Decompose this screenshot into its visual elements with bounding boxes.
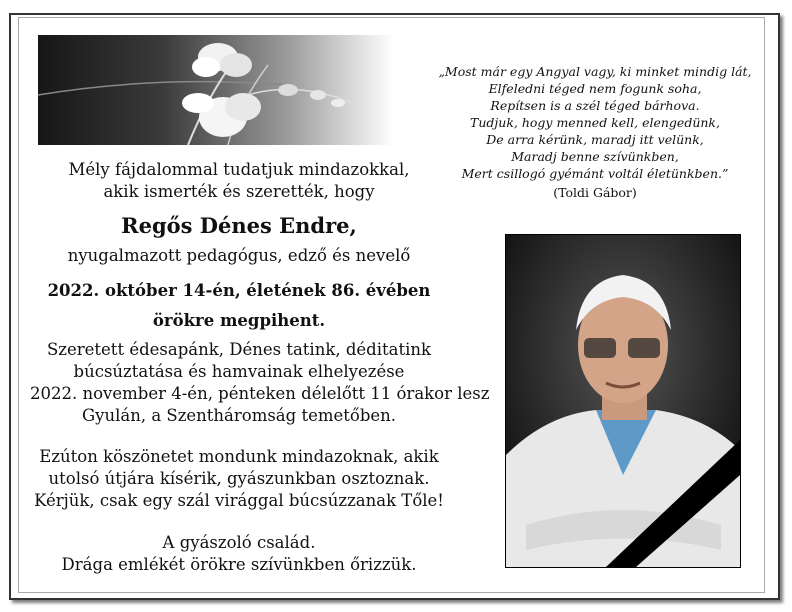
intro-line: Mély fájdalommal tudatjuk mindazokkal, [68, 160, 410, 179]
thanks-line: Ezúton köszönetet mondunk mindazoknak, akik [39, 447, 439, 466]
death-text [30, 276, 448, 336]
funeral-line: Gyulán, a Szentháromság temetőben. [81, 406, 397, 425]
poem-line: Maradj benne szívünkben, [511, 149, 679, 164]
funeral-text [30, 339, 490, 427]
thanks-line: Kérjük, csak egy szál virággal búcsúzzanak Tőle! [34, 491, 444, 510]
funeral-line: 2022. november 4-én, pénteken délelőtt 11 órakor lesz [30, 384, 490, 403]
occupation-line: nyugalmazott pedagógus, edző és nevelő [67, 246, 411, 265]
closing-line: A gyászoló család. [162, 533, 316, 552]
poem-author: (Toldi Gábor) [553, 185, 637, 200]
funeral-line: Szeretett édesapánk, Dénes tatink, déditatink [47, 340, 431, 359]
poem-line: Repítsen is a szél téged bárhova. [490, 98, 700, 113]
flower-banner-image [38, 35, 393, 145]
death-line: örökre megpihent. [152, 311, 326, 330]
poem-line: Tudjuk, hogy menned kell, elengedünk, [470, 115, 720, 130]
closing-text [30, 532, 448, 576]
intro-line: akik ismerték és szerették, hogy [103, 182, 375, 201]
closing-line: Drága emlékét örökre szívünkben őrizzük. [61, 555, 417, 574]
poem-line: Mert csillogó gyémánt voltál életünkben.” [461, 166, 729, 181]
thanks-text [30, 446, 448, 512]
funeral-line: búcsúztatása és hamvainak elhelyezése [73, 362, 405, 381]
death-line: 2022. október 14-én, életének 86. évében [47, 281, 431, 300]
deceased-name: Regős Dénes Endre, [121, 213, 357, 238]
poem-line: De arra kérünk, maradj itt velünk, [486, 132, 704, 147]
poem [425, 63, 765, 182]
intro-text [30, 159, 448, 203]
occupation [30, 245, 448, 267]
thanks-line: utolsó útjára kísérik, gyászunkban osztoznak. [48, 469, 430, 488]
portrait-photo [505, 234, 741, 568]
poem-line: Elfeledni téged nem fogunk soha, [488, 81, 702, 96]
poem-line: „Most már egy Angyal vagy, ki minket mindig lát, [438, 64, 752, 79]
